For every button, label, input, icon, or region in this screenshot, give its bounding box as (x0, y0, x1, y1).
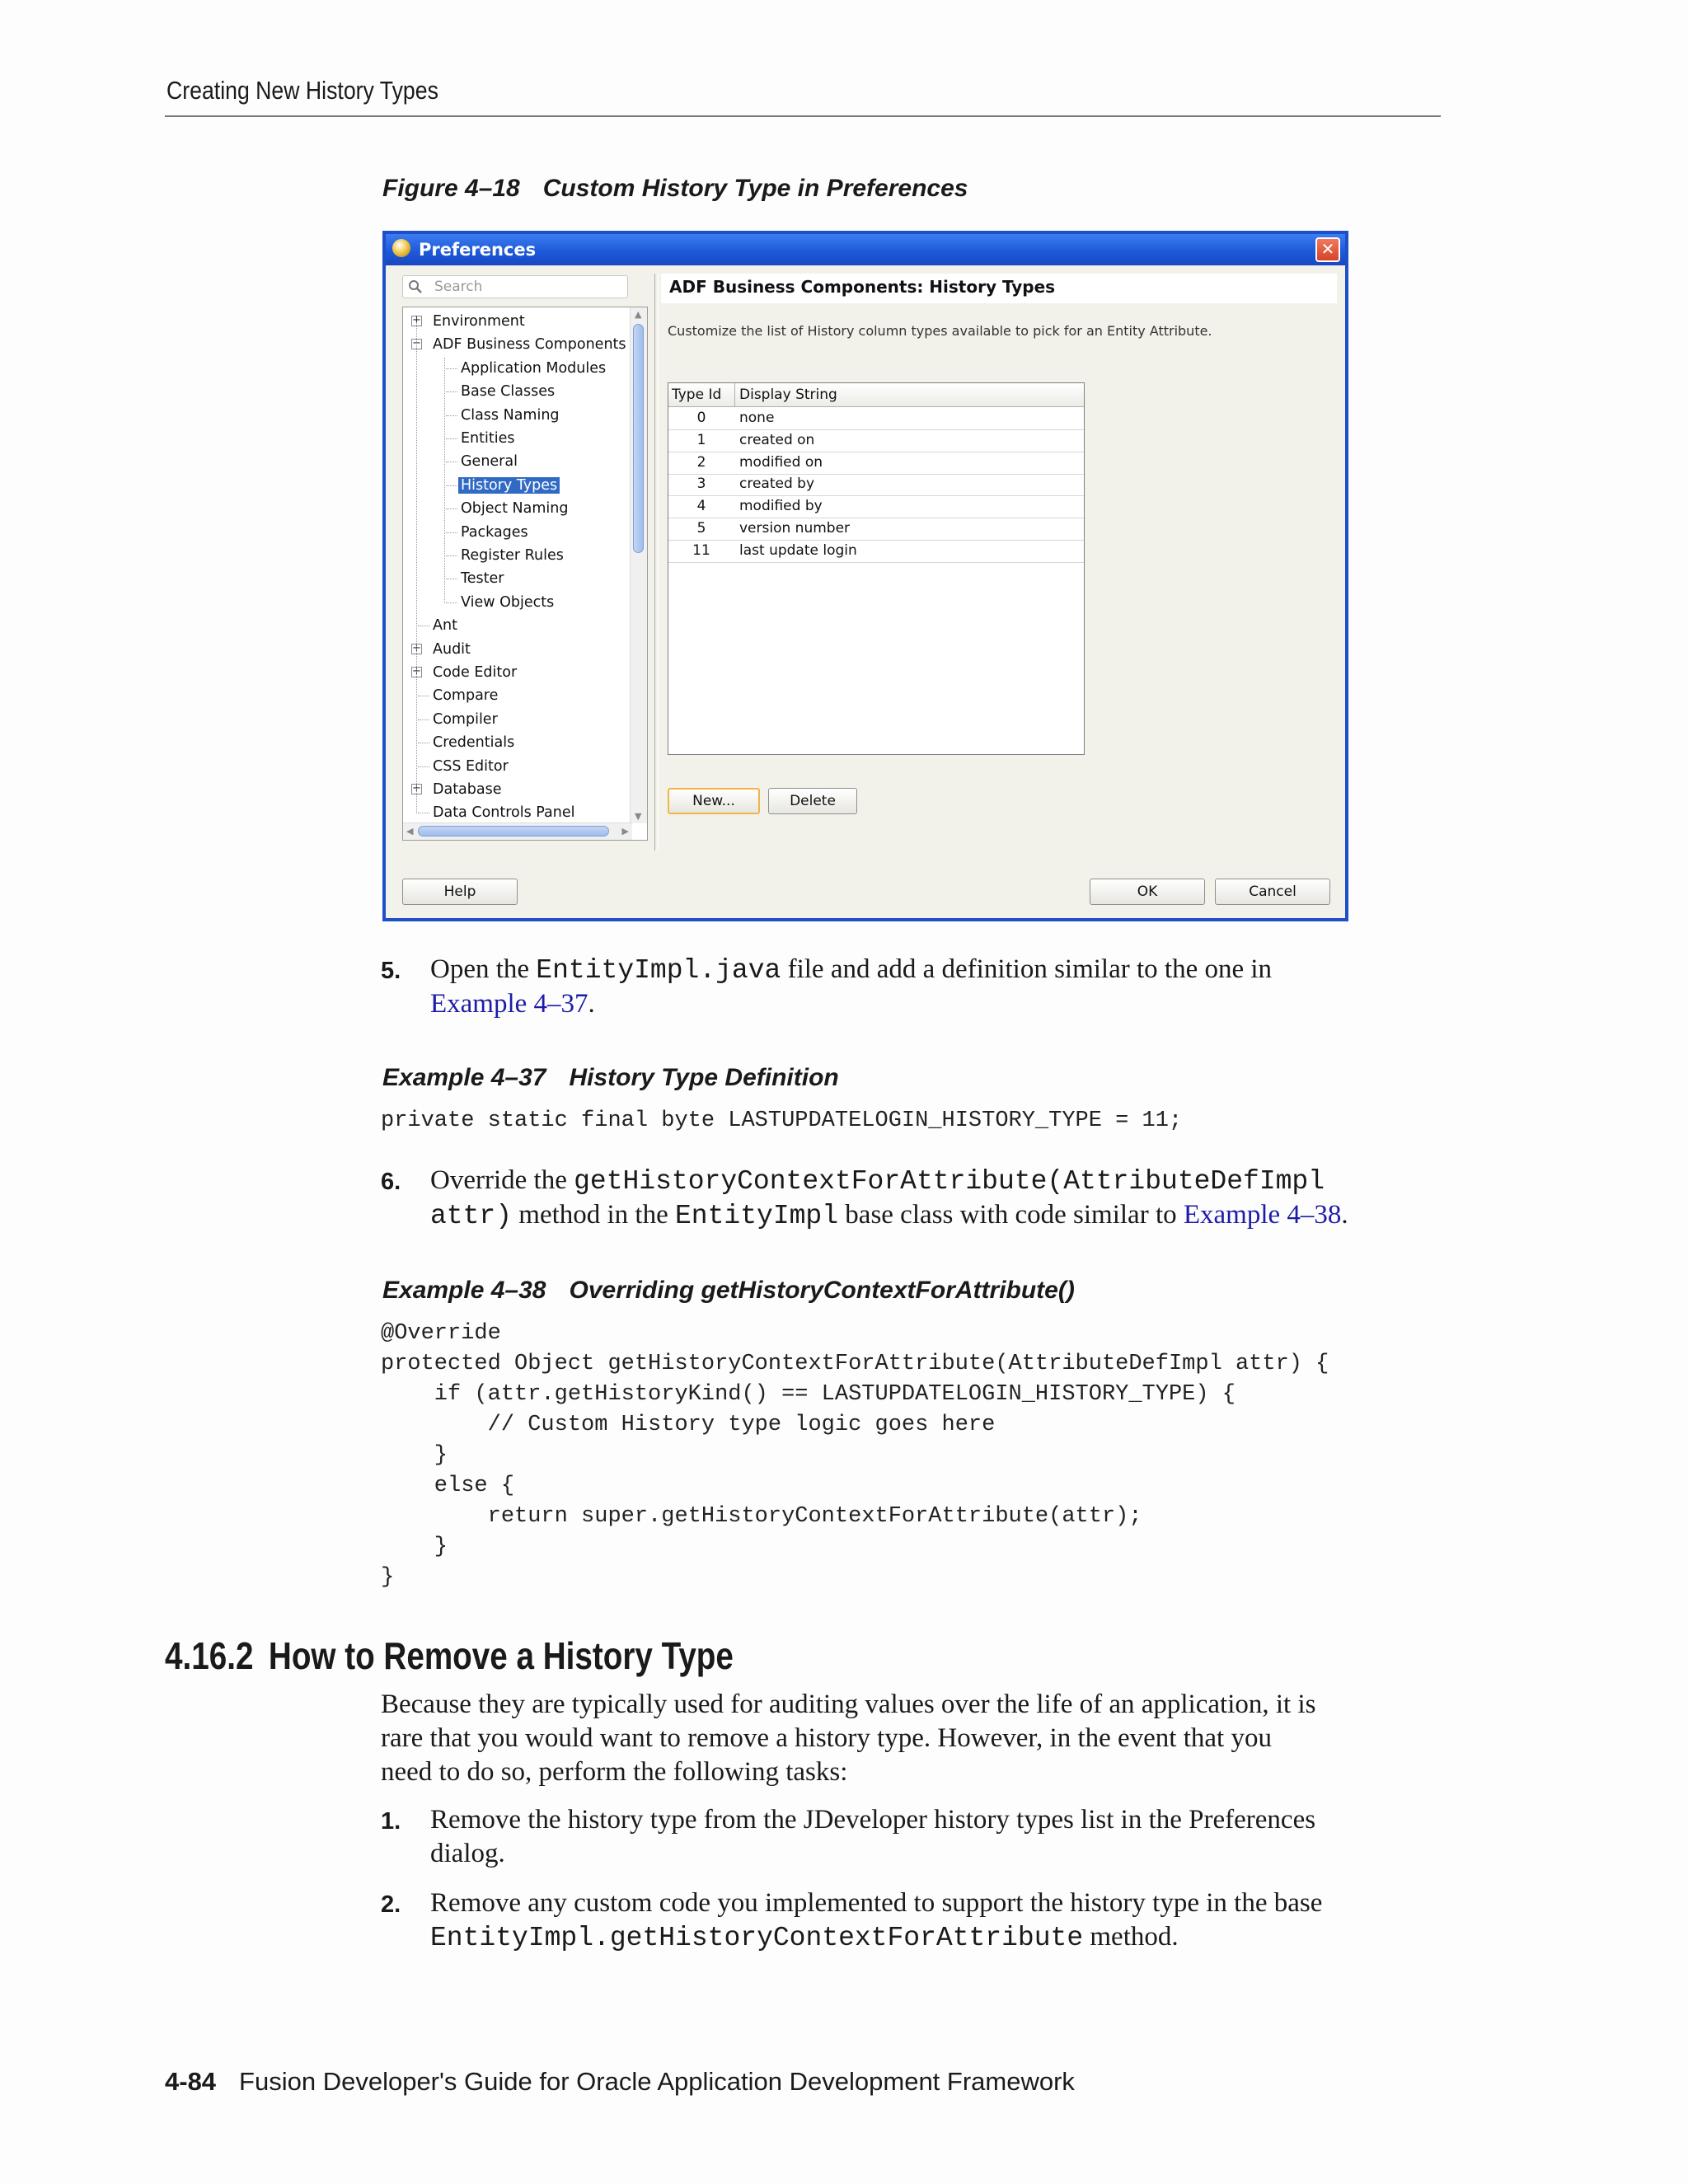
tree-item-label: ADF Business Components (433, 336, 626, 354)
tree-connector (446, 485, 457, 486)
tree-item-label: Compiler (433, 710, 498, 728)
section-paragraph (381, 1688, 1452, 1789)
history-types-table (668, 382, 1085, 755)
example-title: History Type Definition (569, 1064, 839, 1091)
tree-item-label: Credentials (433, 734, 515, 752)
display-string-cell: last update login (739, 541, 857, 559)
tree-item-label: Tester (461, 570, 504, 588)
table-row[interactable] (668, 518, 1084, 541)
tree-item-label: View Objects (461, 593, 555, 611)
tree-connector (446, 368, 457, 369)
tree-item[interactable] (412, 779, 502, 800)
section-title: How to Remove a History Type (268, 1634, 734, 1677)
pane-title: ADF Business Components: History Types (669, 277, 1056, 297)
search-icon (408, 279, 423, 294)
tree-item[interactable] (461, 451, 518, 472)
tree-item[interactable] (412, 662, 518, 683)
example-title: Overriding getHistoryContextForAttribute() (569, 1277, 1075, 1304)
tree-item[interactable] (433, 615, 457, 636)
tree-item[interactable] (433, 709, 498, 730)
tree-connector (446, 438, 457, 439)
scroll-down-icon[interactable]: ▼ (635, 811, 642, 822)
tree-item[interactable] (461, 545, 564, 566)
tree-item[interactable] (433, 732, 514, 753)
display-string-cell: none (739, 410, 775, 426)
expand-icon[interactable]: + (412, 314, 421, 326)
figure-number: Figure 4–18 (382, 175, 520, 202)
display-string-cell: created by (739, 476, 815, 493)
preferences-dialog (382, 231, 1348, 921)
collapse-icon[interactable]: − (412, 337, 421, 350)
paragraph-line: rare that you would want to remove a history type. However, in the event that you (381, 1723, 1272, 1753)
step-text: Remove any custom code you implemented to support the history type in the base (430, 1888, 1323, 1918)
pane-description: Customize the list of History column types available to pick for an Entity Attribute. (668, 323, 1212, 339)
pane-header (661, 274, 1337, 303)
tree-item[interactable] (433, 802, 575, 823)
step-text: dialog. (430, 1839, 505, 1868)
figure-title: Custom History Type in Preferences (542, 175, 968, 202)
tree-connector (446, 602, 457, 603)
type-id-cell: 5 (696, 520, 706, 537)
dialog-body (386, 265, 1345, 918)
table-row[interactable] (668, 407, 1084, 430)
paragraph-line: need to do so, perform the following tasks: (381, 1757, 848, 1787)
tree-item[interactable] (461, 522, 528, 543)
preferences-tree (402, 307, 648, 841)
step-text: . (588, 989, 595, 1019)
tree-connector (446, 391, 457, 392)
column-header-display-string[interactable]: Display String (739, 387, 837, 403)
panel-splitter[interactable] (654, 274, 659, 851)
example-4-37-link[interactable]: Example 4–37 (430, 989, 588, 1019)
tree-item-label: Base Classes (461, 383, 556, 401)
expand-icon[interactable]: + (412, 641, 421, 654)
example-4-38-link[interactable]: Example 4–38 (1183, 1200, 1342, 1230)
step-number: 1. (381, 1808, 401, 1835)
tree-item-label: Compare (433, 687, 499, 705)
paragraph-line: Because they are typically used for auditing values over the life of an application, it is (381, 1690, 1316, 1719)
step-text: Override the (430, 1165, 574, 1195)
tree-item-label: Code Editor (433, 664, 518, 681)
scroll-left-icon[interactable]: ◀ (406, 826, 414, 837)
figure-caption (382, 175, 968, 203)
tree-connector (418, 719, 429, 720)
tree-item-label: Application Modules (461, 359, 607, 377)
book-title: Fusion Developer's Guide for Oracle Application Development Framework (239, 2067, 1075, 2096)
tree-item[interactable] (461, 592, 554, 613)
code-block-example-4-38: @Override protected Object getHistoryContextForAttribute(AttributeDefImpl attr) { if (attr.getHistoryKind() == LASTUPDATELOGIN_HISTORY_TYPE) { // Custom History type logic goes here } else { return super.getHistoryContextForAttribute(attr); } } (381, 1321, 1329, 1590)
step-text: Open the (430, 954, 537, 984)
type-id-cell: 1 (696, 431, 706, 448)
page-number: 4-84 (165, 2067, 217, 2096)
remove-step-2-text (430, 1886, 1452, 1955)
tree-vertical-scroll-thumb[interactable] (633, 324, 644, 553)
tree-item[interactable] (433, 685, 498, 706)
search-input[interactable] (402, 275, 628, 298)
inline-code: EntityImpl.java (536, 955, 781, 986)
display-string-cell: created on (739, 431, 815, 448)
tree-item[interactable] (412, 311, 525, 332)
dialog-titlebar (386, 234, 1345, 265)
remove-step-1-text (430, 1803, 1452, 1871)
inline-code: getHistoryContextForAttribute(AttributeDefImpl (574, 1166, 1325, 1197)
tree-item[interactable] (433, 756, 509, 777)
table-row[interactable] (668, 429, 1084, 452)
tree-item[interactable] (461, 405, 560, 426)
tree-item-label: General (461, 453, 518, 471)
step-text: Remove the history type from the JDeveloper history types list in the Preferences (430, 1805, 1316, 1835)
example-number: Example 4–37 (382, 1064, 546, 1091)
step-text: method. (1083, 1922, 1179, 1952)
tree-item-label: Class Naming (461, 406, 560, 424)
page-footer (165, 2067, 1075, 2097)
table-row[interactable] (668, 452, 1084, 475)
inline-code: EntityImpl.getHistoryContextForAttribute (430, 1923, 1084, 1953)
step-number: 6. (381, 1169, 401, 1195)
tree-item-label: Register Rules (461, 547, 564, 564)
tree-item-label: Entities (461, 430, 515, 447)
running-header: Creating New History Types (166, 76, 438, 105)
step-5-text (430, 953, 1444, 1021)
tree-guide-line (416, 322, 417, 813)
dialog-title: Preferences (419, 240, 537, 260)
scroll-up-icon[interactable]: ▲ (635, 309, 642, 320)
type-id-cell: 0 (696, 410, 706, 426)
display-string-cell: modified by (739, 498, 823, 515)
step-number: 5. (381, 958, 401, 984)
table-row[interactable] (668, 473, 1084, 496)
tree-item-label: Audit (433, 640, 471, 658)
tree-item[interactable] (461, 568, 504, 589)
type-id-cell: 11 (692, 541, 710, 559)
tree-item-label: History Types (458, 477, 560, 494)
tree-connector (446, 415, 457, 416)
close-icon[interactable]: ✕ (1315, 237, 1340, 262)
tree-item-label: CSS Editor (433, 757, 509, 775)
table-row[interactable] (668, 540, 1084, 563)
search-placeholder: Search (434, 279, 483, 295)
column-header-type-id[interactable]: Type Id (672, 387, 722, 403)
tree-item-label: Packages (461, 523, 528, 541)
table-header (668, 383, 1084, 407)
tree-item[interactable] (461, 475, 560, 496)
tree-horizontal-scroll-thumb[interactable] (418, 826, 609, 837)
tree-vertical-scrollbar[interactable] (630, 307, 647, 823)
step-text: . (1341, 1200, 1348, 1230)
tree-item-label: Object Naming (461, 500, 569, 518)
tree-item[interactable] (461, 358, 606, 379)
new-button[interactable]: New... (668, 788, 760, 814)
step-6-text (430, 1164, 1452, 1233)
tree-item-label: Environment (433, 313, 525, 330)
tree-item[interactable] (461, 428, 514, 449)
display-string-cell: version number (739, 520, 851, 537)
table-row[interactable] (668, 495, 1084, 518)
tree-connector (446, 555, 457, 556)
example-caption (382, 1277, 1075, 1305)
tree-guide-line (444, 358, 445, 603)
scroll-right-icon[interactable]: ▶ (621, 826, 629, 837)
example-number: Example 4–38 (382, 1277, 546, 1304)
inline-code: attr) (430, 1201, 513, 1231)
step-number: 2. (381, 1891, 401, 1918)
type-id-cell: 4 (696, 498, 706, 515)
step-text: base class with code similar to (838, 1200, 1184, 1230)
tree-item-label: Data Controls Panel (433, 804, 575, 822)
expand-icon[interactable]: + (412, 665, 421, 677)
tree-item-label: Ant (433, 617, 457, 635)
section-number: 4.16.2 (165, 1634, 254, 1677)
tree-connector (446, 532, 457, 533)
header-rule (165, 115, 1441, 117)
tree-connector (418, 766, 429, 767)
cancel-button[interactable]: Cancel (1215, 879, 1330, 905)
expand-icon[interactable]: + (412, 782, 421, 794)
step-text: file and add a definition similar to the one in (781, 954, 1273, 984)
code-block-example-4-37: private static final byte LASTUPDATELOGIN_HISTORY_TYPE = 11; (381, 1108, 1183, 1133)
tree-item[interactable] (461, 381, 555, 402)
delete-button[interactable]: Delete (768, 788, 857, 814)
display-string-cell: modified on (739, 453, 823, 471)
type-id-cell: 3 (696, 476, 706, 493)
tree-item[interactable] (412, 334, 626, 355)
section-heading (165, 1633, 734, 1678)
tree-item[interactable] (461, 498, 568, 519)
step-text: method in the (512, 1200, 675, 1230)
type-id-cell: 2 (696, 453, 706, 471)
example-caption (382, 1064, 839, 1092)
tree-item[interactable] (412, 639, 471, 660)
inline-code: EntityImpl (675, 1201, 839, 1231)
ok-button[interactable]: OK (1090, 879, 1205, 905)
tree-item-label: Database (433, 781, 502, 798)
column-separator[interactable] (734, 383, 735, 406)
help-button[interactable]: Help (402, 879, 518, 905)
preferences-app-icon (392, 239, 410, 257)
tree-horizontal-scrollbar[interactable] (403, 823, 632, 840)
